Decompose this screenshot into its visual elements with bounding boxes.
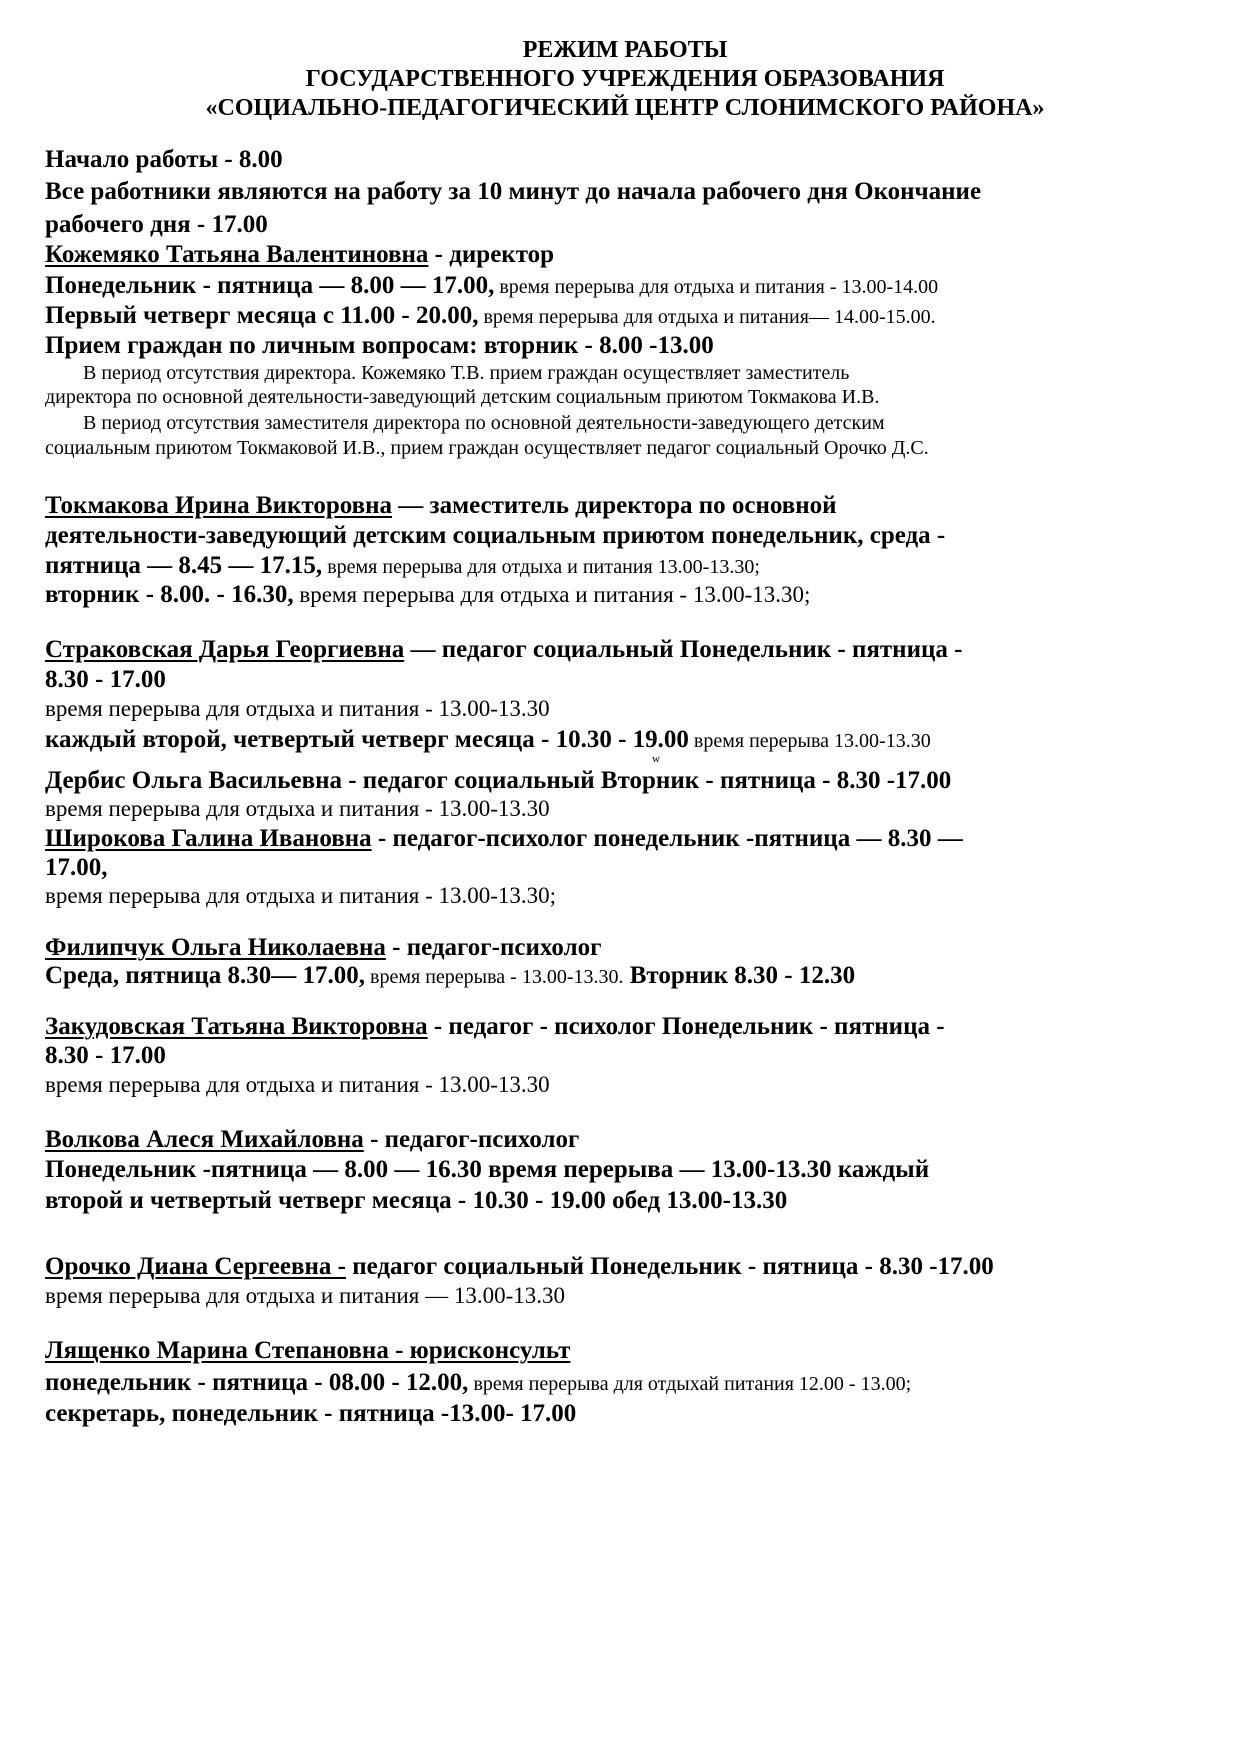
shirokova-heading (45, 825, 963, 853)
zakudovskaya-name: Закудовская Татьяна Викторовна (45, 1013, 428, 1040)
document-page (45, 36, 1205, 1427)
arrival-rule: Все работники являются на работу за 10 минут до начала рабочего дня Окончание (45, 178, 982, 205)
tokmakova-name: Токмакова Ирина Викторовна (45, 492, 393, 519)
filipchuk-break: время перерыва - 13.00-13.30. (365, 966, 624, 988)
filipchuk-role: - педагог-психолог (385, 934, 602, 961)
tokmakova-role: — заместитель директора по основной (392, 492, 837, 519)
volkova-name: Волкова Алеся Михайловна (45, 1126, 364, 1153)
zakudovskaya-line-3: время перерыва для отдыха и питания - 13.00-13.30 (45, 1072, 550, 1097)
director-note-1b: директора по основной деятельности-заведующий детским социальным приютом Токмакова И.В. (45, 386, 880, 408)
filipchuk-hours: Среда, пятница 8.30— 17.00, (45, 962, 366, 989)
work-start: Начало работы - 8.00 (45, 146, 283, 173)
director-break-1: время перерыва для отдыха и питания - 13.00-14.00 (494, 276, 939, 298)
volkova-role: - педагог-психолог (363, 1126, 580, 1153)
volkova-heading (45, 1126, 579, 1154)
header-line-2: ГОСУДАРСТВЕННОГО УЧРЕЖДЕНИЯ ОБРАЗОВАНИЯ (305, 66, 945, 92)
zakudovskaya-line-2: 8.30 - 17.00 (45, 1042, 166, 1069)
filipchuk-line-2 (45, 962, 855, 990)
director-hours-2: Первый четверг месяца с 11.00 - 20.00, (45, 302, 479, 329)
zakudovskaya-role: - педагог - психолог Понедельник - пятница - (427, 1013, 945, 1040)
tokmakova-line-2: деятельности-заведующий детским социальным приютом понедельник, среда - (45, 522, 946, 549)
derbis-line-1: Дербис Ольга Васильевна - педагог социальный Вторник - пятница - 8.30 -17.00 (45, 767, 952, 794)
lyashchenko-name: Лященко Марина Степановна - юрисконсульт (45, 1337, 571, 1364)
lyashchenko-line-2 (45, 1369, 911, 1397)
tokmakova-heading (45, 492, 837, 520)
lyashchenko-hours: понедельник - пятница - 08.00 - 12.00, (45, 1369, 469, 1396)
volkova-line-3: второй и четвертый четверг месяца - 10.30 - 19.00 обед 13.00-13.30 (45, 1187, 788, 1214)
stray-mark: w (652, 753, 660, 765)
header-line-3: «СОЦИАЛЬНО-ПЕДАГОГИЧЕСКИЙ ЦЕНТР СЛОНИМСКОГО РАЙОНА» (205, 95, 1045, 121)
lyashchenko-break: время перерыва для отдыхай питания 12.00 - 13.00; (468, 1373, 912, 1395)
orochko-heading (45, 1253, 994, 1281)
shirokova-role: - педагог-психолог понедельник -пятница — 8.30 — (371, 825, 963, 852)
director-note-2b: социальным приютом Токмаковой И.В., прием граждан осуществляет педагог социальный Орочко Д.С. (45, 437, 929, 459)
strakovskaya-hours-2: каждый второй, четвертый четверг месяца - 10.30 - 19.00 (45, 726, 689, 753)
strakovskaya-name: Страковская Дарья Георгиевна (45, 636, 405, 663)
derbis-line-2: время перерыва для отдыха и питания - 13.00-13.30 (45, 796, 550, 821)
lyashchenko-heading (45, 1337, 570, 1365)
director-hours-1: Понедельник - пятница — 8.00 — 17.00, (45, 272, 495, 299)
director-schedule-1 (45, 272, 938, 300)
filipchuk-tuesday: Вторник 8.30 - 12.30 (623, 962, 856, 989)
tokmakova-hours-1: пятница — 8.45 — 17.15, (45, 552, 323, 579)
tokmakova-line-3 (45, 552, 760, 580)
orochko-name: Орочко Диана Сергеевна - (45, 1253, 346, 1280)
director-note-1a: В период отсутствия директора. Кожемяко Т.В. прием граждан осуществляет заместитель (83, 362, 850, 384)
director-reception: Прием граждан по личным вопросам: вторник - 8.00 -13.00 (45, 332, 714, 359)
filipchuk-name: Филипчук Ольга Николаевна (45, 934, 386, 961)
strakovskaya-line-4 (45, 726, 931, 754)
lyashchenko-line-3: секретарь, понедельник - пятница -13.00- 17.00 (45, 1400, 577, 1427)
tokmakova-break-2: время перерыва для отдыха и питания - 13.00-13.30; (293, 582, 811, 607)
director-heading (45, 241, 554, 269)
strakovskaya-role: — педагог социальный Понедельник - пятница - (404, 636, 963, 663)
director-schedule-2 (45, 302, 936, 330)
shirokova-line-2: 17.00, (45, 854, 108, 881)
shirokova-line-3: время перерыва для отдыха и питания - 13.00-13.30; (45, 883, 557, 908)
shirokova-name: Широкова Галина Ивановна (45, 825, 372, 852)
orochko-line-2: время перерыва для отдыха и питания — 13.00-13.30 (45, 1283, 565, 1308)
strakovskaya-line-2: 8.30 - 17.00 (45, 666, 166, 693)
work-end: рабочего дня - 17.00 (45, 211, 268, 238)
volkova-line-2: Понедельник -пятница — 8.00 — 16.30 время перерыва — 13.00-13.30 каждый (45, 1156, 930, 1183)
tokmakova-hours-2: вторник - 8.00. - 16.30, (45, 581, 294, 608)
tokmakova-break-1: время перерыва для отдыха и питания 13.00-13.30; (322, 556, 760, 578)
filipchuk-heading (45, 934, 601, 962)
strakovskaya-line-3: время перерыва для отдыха и питания - 13.00-13.30 (45, 696, 550, 721)
zakudovskaya-heading (45, 1013, 945, 1041)
director-role: - директор (428, 241, 555, 268)
director-note-2a: В период отсутствия заместителя директора по основной деятельности-заведующего детским (83, 412, 885, 434)
document-header (45, 36, 1205, 123)
header-line-1: РЕЖИМ РАБОТЫ (522, 37, 728, 63)
director-name: Кожемяко Татьяна Валентиновна (45, 241, 429, 268)
tokmakova-line-4 (45, 581, 810, 609)
orochko-role: педагог социальный Понедельник - пятница - 8.30 -17.00 (345, 1253, 994, 1280)
strakovskaya-break-2: время перерыва 13.00-13.30 (688, 730, 931, 752)
director-break-2: время перерыва для отдыха и питания— 14.00-15.00. (478, 306, 936, 328)
strakovskaya-heading (45, 636, 962, 664)
